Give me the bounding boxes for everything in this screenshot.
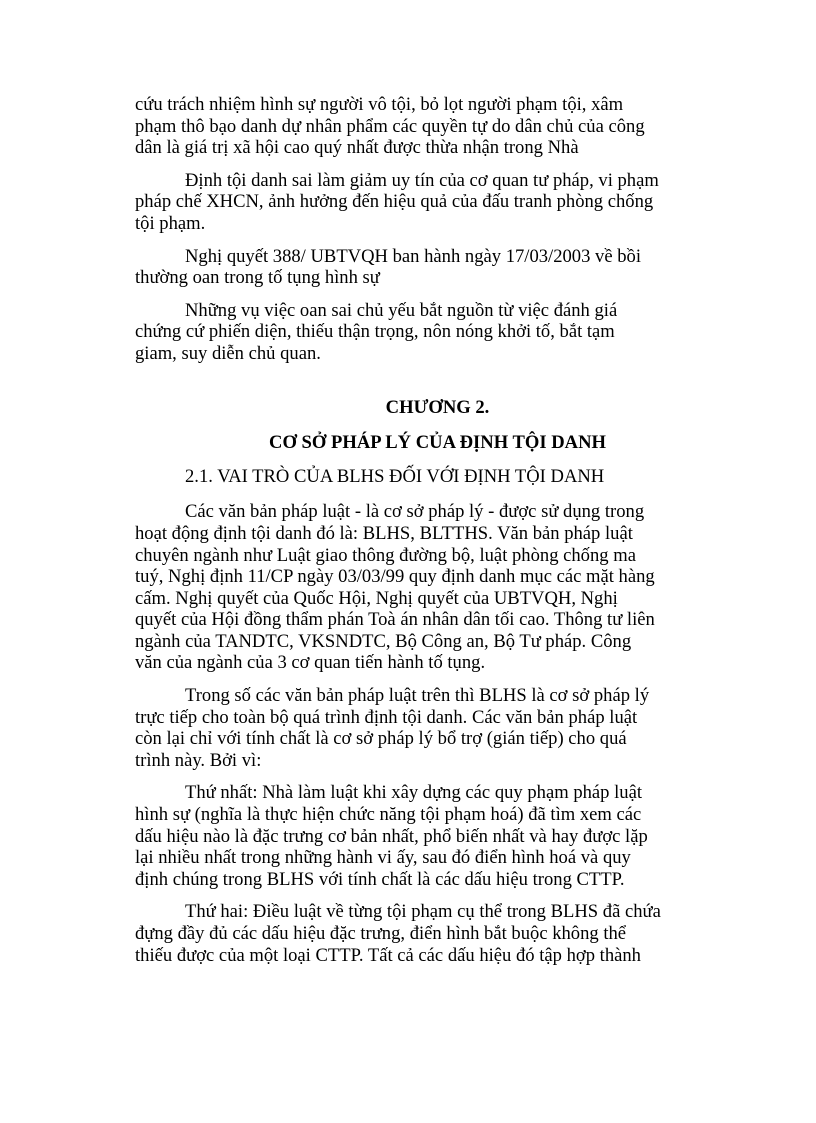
text-line: dân là giá trị xã hội cao quý nhất được thừa nhận trong Nhà: [135, 137, 579, 159]
chapter-title: CƠ SỞ PHÁP LÝ CỦA ĐỊNH TỘI DANH: [269, 432, 606, 454]
text-line: chuyên ngành như Luật giao thông đường bộ, luật phòng chống ma: [135, 544, 636, 566]
paragraph: [135, 782, 690, 890]
text-line: dấu hiệu nào là đặc trưng cơ bản nhất, phổ biến nhất và hay được lặp: [135, 825, 648, 847]
text-line: Nghị quyết 388/ UBTVQH ban hành ngày 17/03/2003 về bồi: [185, 245, 642, 267]
text-line: thiếu được của một loại CTTP. Tất cả các dấu hiệu đó tập hợp thành: [135, 944, 641, 966]
text-line: Các văn bản pháp luật - là cơ sở pháp lý - được sử dụng trong: [185, 501, 645, 523]
text-line: Thứ hai: Điều luật về từng tội phạm cụ thể trong BLHS đã chứa: [185, 901, 661, 923]
text-line: phạm thô bạo danh dự nhân phẩm các quyền tự do dân chủ của công: [135, 115, 645, 137]
text-line: giam, suy diễn chủ quan.: [135, 342, 321, 364]
section-heading: 2.1. VAI TRÒ CỦA BLHS ĐỐI VỚI ĐỊNH TỘI DANH: [185, 465, 605, 487]
text-line: trình này. Bởi vì:: [135, 749, 262, 771]
text-line: pháp chế XHCN, ảnh hưởng đến hiệu quả của đấu tranh phòng chống: [135, 191, 654, 213]
text-line: cấm. Nghị quyết của Quốc Hội, Nghị quyết của UBTVQH, Nghị: [135, 587, 618, 609]
text-line: ngành của TANDTC, VKSNDTC, Bộ Công an, Bộ Tư pháp. Công: [135, 630, 632, 652]
chapter-label: CHƯƠNG 2.: [385, 396, 490, 418]
text-line: chứng cứ phiến diện, thiếu thận trọng, nôn nóng khởi tố, bắt tạm: [135, 321, 615, 343]
text-line: quyết của Hội đồng thẩm phán Toà án nhân dân tối cao. Thông tư liên: [135, 609, 655, 631]
text-line: Định tội danh sai làm giảm uy tín của cơ quan tư pháp, vi phạm: [185, 169, 659, 191]
text-line: lại nhiều nhất trong những hành vi ấy, sau đó điển hình hoá và quy: [135, 847, 631, 869]
paragraph: [135, 501, 690, 674]
document-body: [135, 94, 690, 977]
paragraph: [135, 901, 690, 966]
paragraph: [135, 300, 690, 365]
paragraph: [135, 685, 690, 771]
text-line: cứu trách nhiệm hình sự người vô tội, bỏ lọt người phạm tội, xâm: [135, 94, 624, 115]
text-line: tuý, Nghị định 11/CP ngày 03/03/99 quy định danh mục các mặt hàng: [135, 566, 655, 588]
paragraph: [135, 170, 690, 235]
text-line: Những vụ việc oan sai chủ yếu bắt nguồn từ việc đánh giá: [185, 299, 618, 321]
text-line: còn lại chỉ với tính chất là cơ sở pháp lý bổ trợ (gián tiếp) cho quá: [135, 728, 627, 750]
text-line: trực tiếp cho toàn bộ quá trình định tội danh. Các văn bản pháp luật: [135, 706, 638, 728]
text-line: đựng đầy đủ các dấu hiệu đặc trưng, điển hình bắt buộc không thể: [135, 923, 627, 944]
text-line: hoạt động định tội danh đó là: BLHS, BLTTHS. Văn bản pháp luật: [135, 522, 633, 544]
paragraph: [135, 246, 690, 289]
text-line: tội phạm.: [135, 212, 206, 234]
text-line: văn của ngành của 3 cơ quan tiến hành tố tụng.: [135, 652, 486, 674]
text-line: định chúng trong BLHS với tính chất là các dấu hiệu trong CTTP.: [135, 868, 625, 890]
text-line: Thứ nhất: Nhà làm luật khi xây dựng các quy phạm pháp luật: [185, 782, 642, 804]
text-line: hình sự (nghĩa là thực hiện chức năng tội phạm hoá) đã tìm xem các: [135, 804, 642, 826]
text-line: Trong số các văn bản pháp luật trên thì BLHS là cơ sở pháp lý: [185, 685, 650, 707]
paragraph: [135, 94, 690, 159]
text-line: thường oan trong tố tụng hình sự: [135, 267, 380, 289]
